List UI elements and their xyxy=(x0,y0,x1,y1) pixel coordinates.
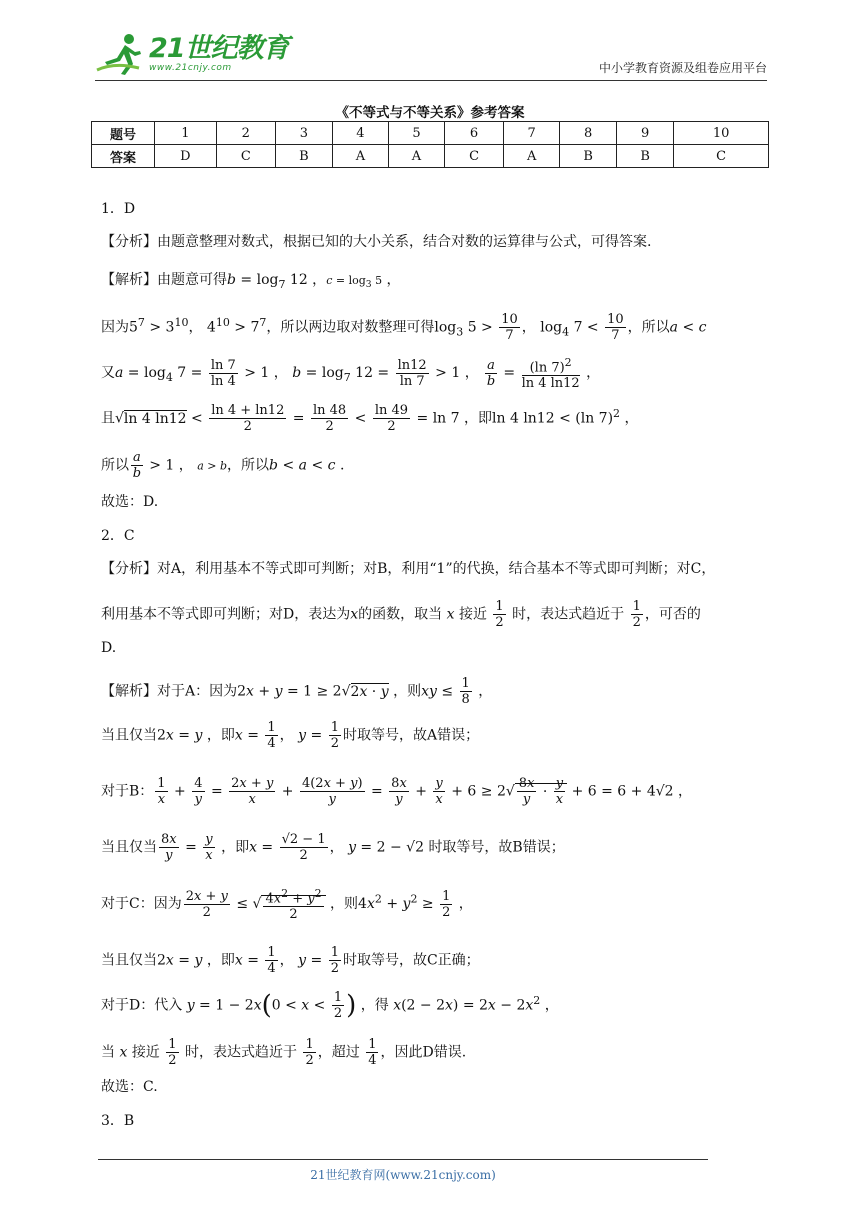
logo xyxy=(95,32,289,76)
q2-equality-a: 当且仅当2x = y ，即x = $\frac{1}{4}$ ， y = $\frac{1}{2}$ 时取等号，故A错误； xyxy=(101,720,480,751)
table-cell: A xyxy=(332,145,388,168)
q2-conclusion: 故选：C. xyxy=(101,1079,158,1095)
table-cell: 4 xyxy=(332,122,388,145)
q2-analysis-d: 当 x 接近 $\frac{1}{2}$ 时，表达式趋近于 $\frac{1}{2}$ ，超过 $\frac{1}{4}$ ，因此D错误. xyxy=(101,1037,467,1068)
q2-solution-d: 对于D：代入 y = 1 − 2x(0 < x < $\frac{1}{2}$ ) ，得 $x(2 - 2x) = 2x - 2x^2$ ， xyxy=(101,990,559,1021)
table-header-cell: 题号 xyxy=(92,122,155,145)
table-cell: 1 xyxy=(155,122,217,145)
table-cell: D xyxy=(155,145,217,168)
q2-solution-a: 【解析】对于A：因为2x + y = 1 ≥ 2√2x · y ，则xy ≤ $\frac{1}{8}$ ， xyxy=(101,676,493,707)
q1-solution-line: 【解析】由题意可得$b = \log_7 12$ ，$c = \log_3 5$ ， xyxy=(101,272,401,291)
q2-analysis-1: 【分析】对A，利用基本不等式即可判断；对B，利用“1”的代换，结合基本不等式即可判断；对C， xyxy=(101,561,716,577)
table-cell: 8 xyxy=(560,122,617,145)
page-header xyxy=(95,28,767,81)
q2-analysis-2: 利用基本不等式即可判断；对D，表达为x的函数，取当 x 接近 $\frac{1}{2}$ 时，表达式趋近于 $\frac{1}{2}$ ，可否的 xyxy=(101,599,701,630)
q2-analysis-3: D. xyxy=(101,640,117,656)
table-cell: 10 xyxy=(674,122,769,145)
q2-head: 2．C xyxy=(101,528,135,544)
q1-line-and: 且√ln 4 ln12 < $\frac{\ln 4 + \ln 12}{2}$ = $\frac{\ln 48}{2}$ < $\frac{\ln 49}{2}$ = ln 7 ，即ln 4 ln12 < (ln 7)$^2$ ， xyxy=(101,403,639,434)
platform-label: 中小学教育资源及组卷应用平台 xyxy=(598,61,767,75)
answer-table xyxy=(91,121,769,168)
table-cell: 9 xyxy=(617,122,674,145)
table-cell: C xyxy=(216,145,275,168)
logo-text: 21世纪教育 xyxy=(149,33,289,64)
q2-equality-b: 当且仅当 $\frac{8x}{y}$ = $\frac{y}{x}$ ，即x = $\frac{√2 - 1}{2}$ ， y = 2 − √2 时取等号，故B错误； xyxy=(101,832,565,863)
footer-link[interactable]: 21世纪教育网(www.21cnjy.com) xyxy=(310,1168,496,1182)
table-cell: 3 xyxy=(275,122,332,145)
footer-divider xyxy=(98,1159,708,1160)
q1-conclusion: 故选：D. xyxy=(101,494,159,510)
q1-analysis: 【分析】由题意整理对数式，根据已知的大小关系，结合对数的运算律与公式，可得答案. xyxy=(101,234,652,250)
table-cell: B xyxy=(617,145,674,168)
table-cell: B xyxy=(275,145,332,168)
table-row-numbers xyxy=(92,122,769,145)
q3-head: 3．B xyxy=(101,1113,135,1129)
table-cell: A xyxy=(504,145,560,168)
table-cell: A xyxy=(388,145,444,168)
q1-line-also: 又$a = \log_4 7$ = $\frac{\ln 7}{\ln 4}$ > 1 ， $b = \log_7 12$ = $\frac{\ln 12}{\ln 7}$ > 1 ， $\frac{a}{b}$ = $\frac{(\ln 7)^2}{\ln 4 \ln 12}$ ， xyxy=(101,356,601,392)
logo-url: www.21cnjy.com xyxy=(149,63,232,73)
table-row-answers xyxy=(92,145,769,168)
q2-equality-c: 当且仅当2x = y ，即x = $\frac{1}{4}$ ， y = $\frac{1}{2}$ 时取等号，故C正确； xyxy=(101,945,480,976)
table-cell: B xyxy=(560,145,617,168)
q1-line-because: 因为$5^7 > 3^{10}$， $4^{10} > 7^7$，所以两边取对数整理可得$\log_3 5$ > $\frac{10}{7}$ ， $\log_4 7$ < $\frac{10}{7}$ ，所以a < c xyxy=(101,312,707,343)
q2-solution-b: 对于B： $\frac{1}{x}$ + $\frac{4}{y}$ = $\frac{2x + y}{x}$ + $\frac{4(2x + y)}{y}$ = $\frac{8x}{y}$ + $\frac{y}{x}$ + 6 ≥ 2√ $\frac{8x}{y}$ · $\frac{y}{x}$ + 6 = 6 + 4√2 ， xyxy=(101,776,693,807)
table-cell: C xyxy=(445,145,504,168)
runner-logo-icon xyxy=(95,32,147,76)
table-cell: 2 xyxy=(216,122,275,145)
q2-solution-c: 对于C：因为 $\frac{2x + y}{2}$ ≤ √ $\frac{4x^2 + y^2}{2}$ ，则$4x^2 + y^2$ ≥ $\frac{1}{2}$ ， xyxy=(101,887,473,923)
table-cell: 6 xyxy=(445,122,504,145)
table-cell: 7 xyxy=(504,122,560,145)
q1-line-so: 所以 $\frac{a}{b}$ > 1 ， a > b，所以b < a < c . xyxy=(101,450,345,481)
document-title: 《不等式与不等关系》参考答案 xyxy=(335,105,525,121)
q1-head: 1．D xyxy=(101,201,136,217)
table-cell: 5 xyxy=(388,122,444,145)
table-header-cell: 答案 xyxy=(92,145,155,168)
table-cell: C xyxy=(674,145,769,168)
